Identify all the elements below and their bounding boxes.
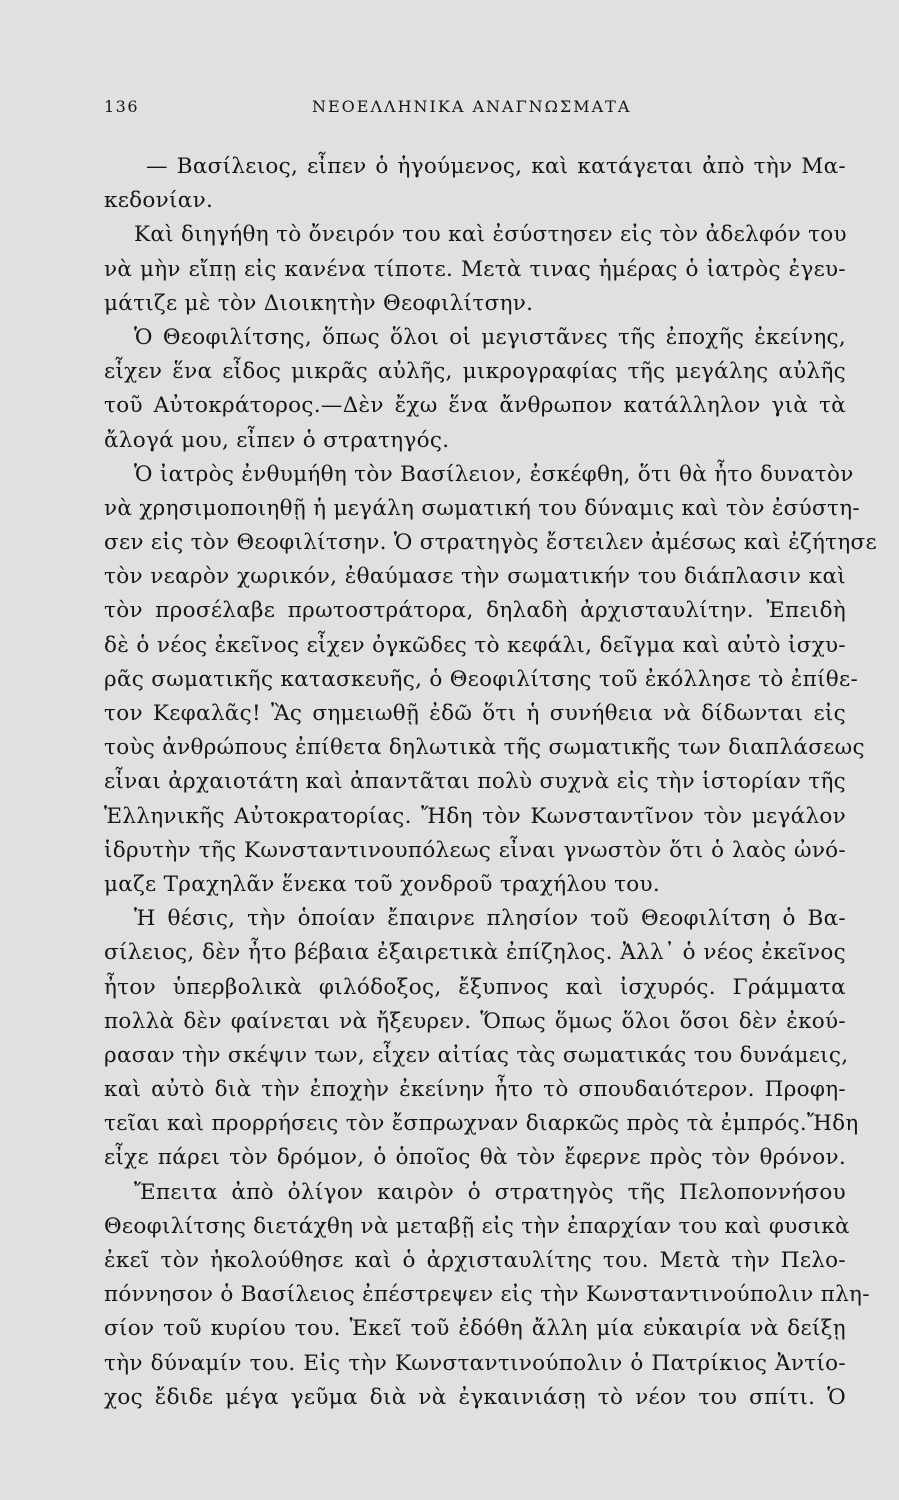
body-text [104, 150, 877, 1415]
text-line: τεῖαι καὶ προρρήσεις τὸν ἔσπρωχναν διαρκῶς πρὸς τὰ ἐμπρός.Ἤδη [104, 1111, 859, 1137]
text-line: εἶχε πάρει τὸν δρόμον, ὁ ὁποῖος θὰ τὸν ἔφερνε πρὸς τὸν θρόνον. [104, 1145, 846, 1171]
text-line: μαζε Τραχηλᾶν ἕνεκα τοῦ χονδροῦ τραχήλου του. [104, 871, 661, 897]
text-line: καὶ αὐτὸ διὰ τὴν ἐποχὴν ἐκείνην ἦτο τὸ σπουδαιότερον. Προφη- [104, 1077, 846, 1103]
text-line: σίον τοῦ κυρίου του. Ἐκεῖ τοῦ ἐδόθη ἄλλη μία εὐκαιρία νὰ δείξῃ [104, 1316, 846, 1342]
text-line: μάτιζε μὲ τὸν Διοικητὴν Θεοφιλίτσην. [104, 290, 534, 316]
text-line: Ὁ ἰατρὸς ἐνθυμήθη τὸν Βασίλειον, ἐσκέφθη, ὅτι θὰ ἦτο δυνατὸν [134, 461, 854, 487]
text-line: Ὁ Θεοφιλίτσης, ὅπως ὅλοι οἱ μεγιστᾶνες τῆς ἐποχῆς ἐκείνης, [134, 324, 846, 350]
text-line: δὲ ὁ νέος ἐκεῖνος εἶχεν ὀγκῶδες τὸ κεφάλι, δεῖγμα καὶ αὐτὸ ἰσχυ- [104, 632, 846, 658]
text-line: ρᾶς σωματικῆς κατασκευῆς, ὁ Θεοφιλίτσης τοῦ ἐκόλλησε τὸ ἐπίθε- [104, 666, 859, 692]
page-header [104, 97, 806, 121]
text-line: Ἡ θέσις, τὴν ὁποίαν ἔπαιρνε πλησίον τοῦ Θεοφιλίτση ὁ Βα- [134, 906, 846, 932]
text-line: πόννησον ὁ Βασίλειος ἐπέστρεψεν εἰς τὴν Κωνσταντινούπολιν πλη- [104, 1282, 870, 1308]
text-line: τον Κεφαλᾶς! Ἂς σημειωθῇ ἐδῶ ὅτι ἡ συνήθεια νὰ δίδωνται εἰς [104, 701, 846, 726]
text-line: τὸν νεαρὸν χωρικόν, ἐθαύμασε τὴν σωματικήν του διάπλασιν καὶ [104, 564, 846, 590]
text-line: τὸν προσέλαβε πρωτοστράτορα, δηλαδὴ ἀρχισταυλίτην. Ἐπειδὴ [104, 598, 846, 624]
text-line: Ἑλληνικῆς Αὐτοκρατορίας. Ἤδη τὸν Κωνσταντῖνον τὸν μεγάλον [104, 803, 846, 829]
text-line: κεδονίαν. [104, 188, 214, 214]
text-line: — Βασίλειος, εἶπεν ὁ ἡγούμενος, καὶ κατάγεται ἀπὸ τὴν Μα- [146, 154, 846, 179]
text-line: ρασαν τὴν σκέψιν των, εἶχεν αἰτίας τὰς σωματικάς του δυνάμεις, [104, 1042, 849, 1068]
text-line: Ἔπειτα ἀπὸ ὀλίγον καιρὸν ὁ στρατηγὸς τῆς Πελοποννήσου [134, 1179, 846, 1205]
text-line: σεν εἰς τὸν Θεοφιλίτσην. Ὁ στρατηγὸς ἔστειλεν ἀμέσως καὶ ἐζήτησε [104, 530, 877, 556]
page-number: 136 [104, 97, 140, 116]
text-line: Θεοφιλίτσης διετάχθη νὰ μεταβῇ εἰς τὴν ἐπαρχίαν του καὶ φυσικὰ [104, 1213, 850, 1239]
text-line: τοῦ Αὐτοκράτορος.—Δὲν ἔχω ἕνα ἄνθρωπον κατάλληλον γιὰ τὰ [104, 393, 846, 419]
text-line: νὰ χρησιμοποιηθῇ ἡ μεγάλη σωματική του δύναμις καὶ τὸν ἐσύστη- [104, 495, 860, 521]
text-line: εἶχεν ἕνα εἶδος μικρᾶς αὐλῆς, μικρογραφίας τῆς μεγάλης αὐλῆς [104, 359, 846, 385]
text-line: σίλειος, δὲν ἦτο βέβαια ἐξαιρετικὰ ἐπίζηλος. Ἀλλ᾽ ὁ νέος ἐκεῖνος [104, 940, 846, 966]
text-line: εἶναι ἀρχαιοτάτη καὶ ἀπαντᾶται πολὺ συχνὰ εἰς τὴν ἱστορίαν τῆς [104, 769, 846, 795]
text-line: Καὶ διηγήθη τὸ ὄνειρόν του καὶ ἐσύστησεν εἰς τὸν ἀδελφόν του [134, 222, 847, 248]
text-line: τοὺς ἀνθρώπους ἐπίθετα δηλωτικὰ τῆς σωματικῆς των διαπλάσεως [104, 735, 865, 761]
running-title: ΝΕΟΕΛΛΗΝΙΚΑ ΑΝΑΓΝΩΣΜΑΤΑ [312, 97, 632, 116]
text-line: ἱδρυτὴν τῆς Κωνσταντινουπόλεως εἶναι γνωστὸν ὅτι ὁ λαὸς ὠνό- [104, 837, 846, 863]
text-line: πολλὰ δὲν φαίνεται νὰ ἤξευρεν. Ὅπως ὅμως ὅλοι ὅσοι δὲν ἐκού- [104, 1008, 846, 1034]
text-line: χος ἔδιδε μέγα γεῦμα διὰ νὰ ἐγκαινιάσῃ τὸ νέον του σπίτι. Ὁ [104, 1384, 846, 1410]
text-line: ἄλογά μου, εἶπεν ὁ στρατηγός. [104, 427, 450, 453]
text-line: ἦτον ὑπερβολικὰ φιλόδοξος, ἔξυπνος καὶ ἰσχυρός. Γράμματα [104, 974, 846, 1000]
text-line: ἐκεῖ τὸν ἠκολούθησε καὶ ὁ ἀρχισταυλίτης του. Μετὰ τὴν Πελο- [104, 1248, 846, 1273]
text-line: τὴν δύναμίν του. Εἰς τὴν Κωνσταντινούπολιν ὁ Πατρίκιος Ἀντίο- [104, 1350, 846, 1376]
text-line: νὰ μὴν εἴπῃ εἰς κανένα τίποτε. Μετὰ τινας ἡμέρας ὁ ἰατρὸς ἐγευ- [104, 256, 846, 282]
